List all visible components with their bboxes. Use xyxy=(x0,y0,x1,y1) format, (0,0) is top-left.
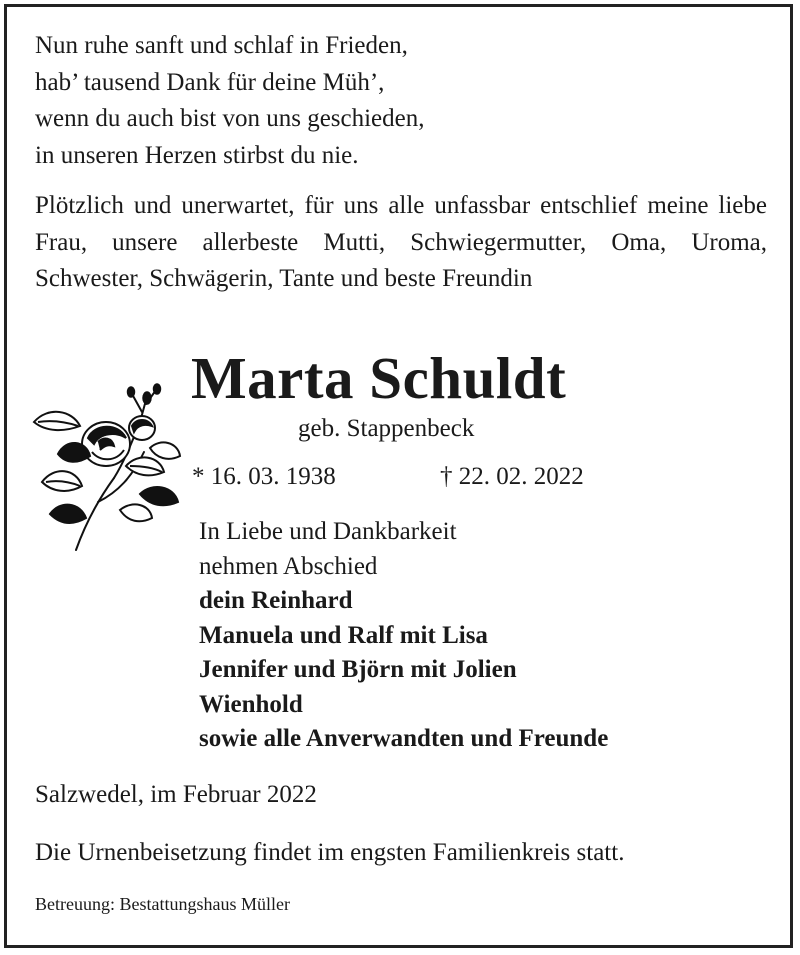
mourner-name: dein Reinhard xyxy=(199,587,353,614)
death-date: † 22. 02. 2022 xyxy=(440,463,584,490)
intro-text: Plötzlich und unerwartet, für uns alle unfassbar entschlief meine liebe Frau, unsere allerbeste Mutti, Schwiegermutter, Oma, Uroma, Schwester, Schwägerin, Tante und beste Freundin xyxy=(35,192,767,292)
mourner-name: Wienhold xyxy=(199,690,303,718)
rose-icon xyxy=(28,382,186,554)
poem-line: Nun ruhe sanft und schlaf in Frieden, xyxy=(35,32,408,59)
funeral-home-credit: Betreuung: Bestattungshaus Müller xyxy=(35,894,290,914)
poem-line: hab’ tausend Dank für deine Müh’, xyxy=(35,68,385,96)
maiden-name: geb. Stappenbeck xyxy=(298,415,475,442)
poem xyxy=(35,28,425,174)
mourner-name: sowie alle Anverwandten und Freunde xyxy=(199,725,609,752)
poem-line: wenn du auch bist von uns geschieden, xyxy=(35,105,425,132)
birth-date: * 16. 03. 1938 xyxy=(192,463,336,490)
deceased-name: Marta Schuldt xyxy=(191,345,567,411)
mourners-intro-line: In Liebe und Dankbarkeit xyxy=(199,518,457,545)
mourner-name: Manuela und Ralf mit Lisa xyxy=(199,621,488,649)
mourners-block xyxy=(199,515,608,757)
mourners-intro-line: nehmen Abschied xyxy=(199,552,378,580)
poem-line: in unseren Herzen stirbst du nie. xyxy=(35,141,359,169)
funeral-note: Die Urnenbeisetzung findet im engsten Familienkreis statt. xyxy=(35,839,625,866)
place-date: Salzwedel, im Februar 2022 xyxy=(35,781,317,808)
mourner-name: Jennifer und Björn mit Jolien xyxy=(199,656,517,683)
